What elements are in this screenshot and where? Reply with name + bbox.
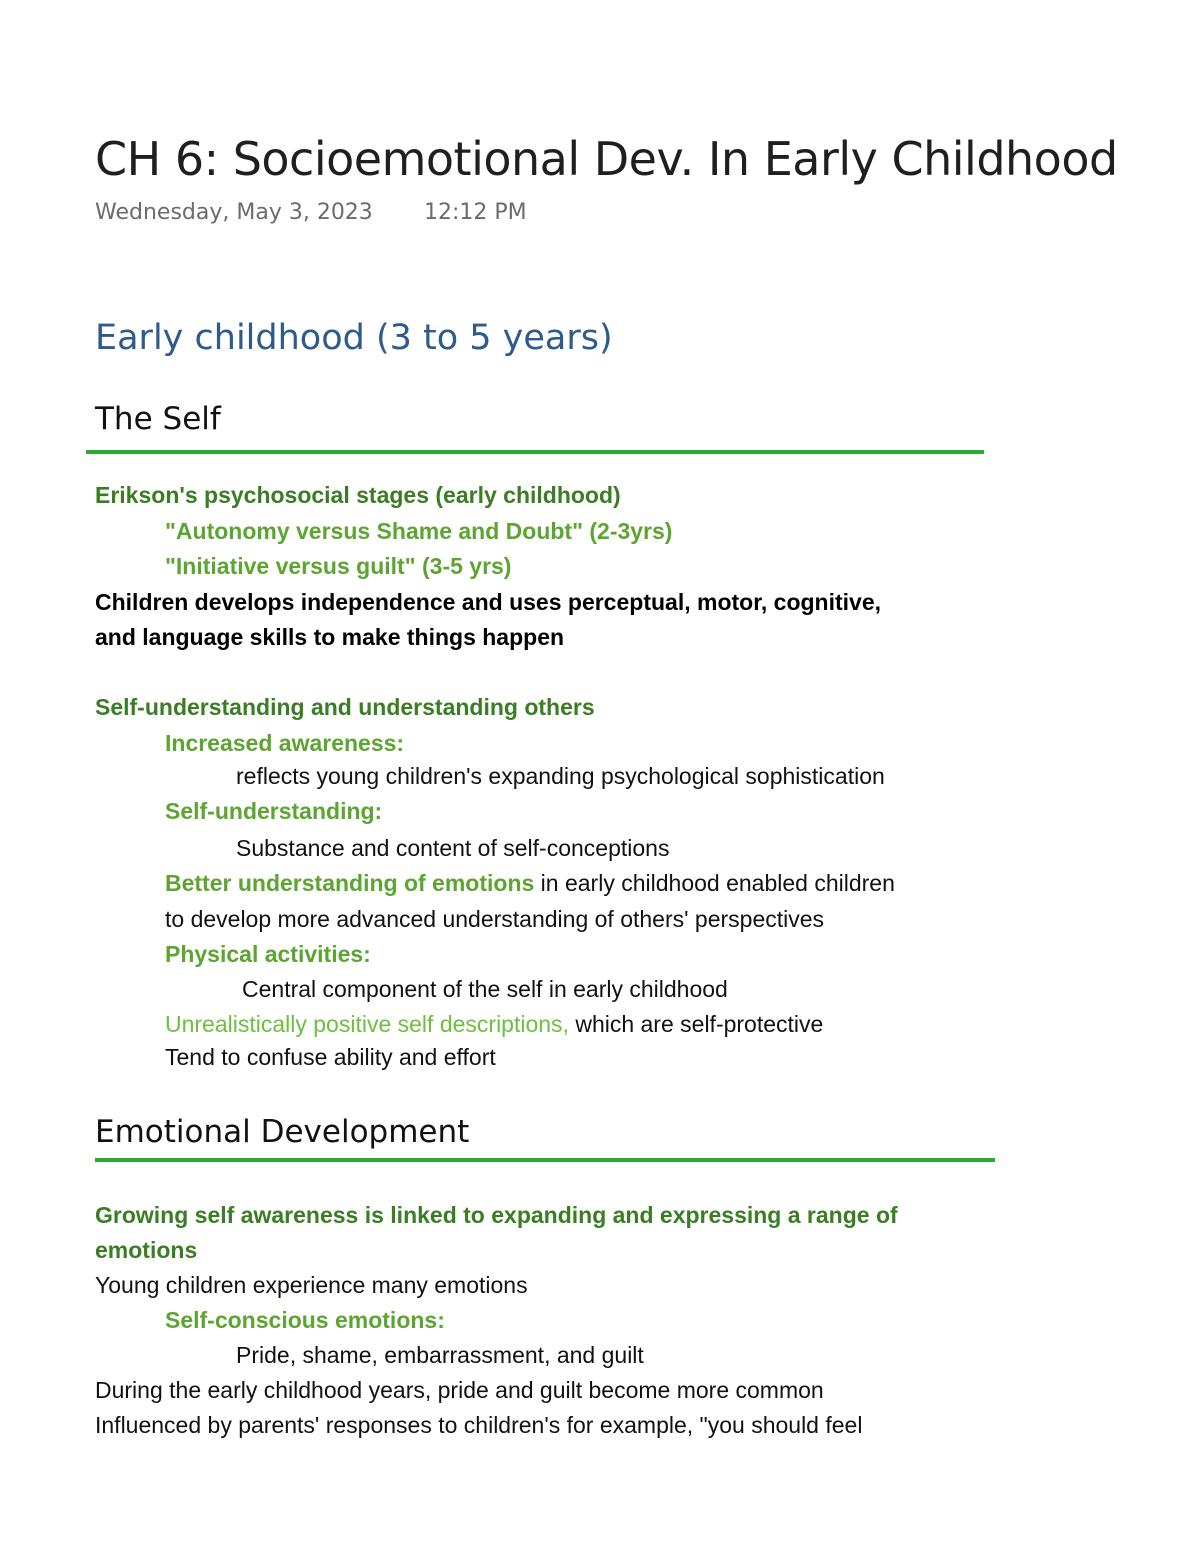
self-understanding-text: Substance and content of self-conceptions: [236, 835, 670, 861]
self-understanding-label: Self-understanding:: [165, 798, 383, 824]
growing-line: Growing self awareness is linked to expanding and expressing a range of: [95, 1202, 898, 1228]
pride-guilt-text: During the early childhood years, pride and guilt become more common: [95, 1377, 824, 1403]
positive-label: Unrealistically positive self descriptions,: [165, 1011, 569, 1037]
summary-line: and language skills to make things happen: [95, 624, 565, 650]
erikson-stage-autonomy: "Autonomy versus Shame and Doubt" (2-3yrs): [165, 518, 673, 544]
confuse-text: Tend to confuse ability and effort: [165, 1044, 496, 1070]
self-conscious-text: Pride, shame, embarrassment, and guilt: [236, 1342, 644, 1368]
influenced-text: Influenced by parents' responses to children's for example, "you should feel: [95, 1412, 863, 1438]
awareness-text: reflects young children's expanding psychological sophistication: [236, 763, 885, 789]
physical-text: Central component of the self in early childhood: [242, 976, 728, 1002]
emotions-text-continued: to develop more advanced understanding of others' perspectives: [165, 906, 825, 932]
page-date: Wednesday, May 3, 2023: [95, 200, 373, 225]
section-rule: [95, 1158, 995, 1162]
erikson-title: Erikson's psychosocial stages (early childhood): [95, 482, 621, 508]
physical-label: Physical activities:: [165, 941, 371, 967]
positive-line: [165, 1009, 823, 1039]
section-rule: [86, 450, 984, 454]
young-children-text: Young children experience many emotions: [95, 1272, 528, 1298]
positive-text: which are self-protective: [568, 1011, 824, 1037]
growing-line: emotions: [95, 1237, 198, 1263]
understanding-title: Self-understanding and understanding others: [95, 694, 595, 720]
heading-the-self: The Self: [95, 401, 221, 437]
erikson-stage-initiative: "Initiative versus guilt" (3-5 yrs): [165, 553, 512, 579]
page-time: 12:12 PM: [424, 200, 527, 225]
heading-emotional-development: Emotional Development: [95, 1114, 470, 1150]
emotions-line: [165, 868, 895, 898]
heading-early-childhood: Early childhood (3 to 5 years): [95, 318, 613, 358]
page-title: CH 6: Socioemotional Dev. In Early Childhood: [95, 132, 1118, 186]
awareness-label: Increased awareness:: [165, 730, 405, 756]
emotions-text: in early childhood enabled children: [534, 870, 895, 896]
summary-line: Children develops independence and uses perceptual, motor, cognitive,: [95, 589, 882, 615]
emotions-label: Better understanding of emotions: [165, 870, 535, 896]
self-conscious-label: Self-conscious emotions:: [165, 1307, 445, 1333]
